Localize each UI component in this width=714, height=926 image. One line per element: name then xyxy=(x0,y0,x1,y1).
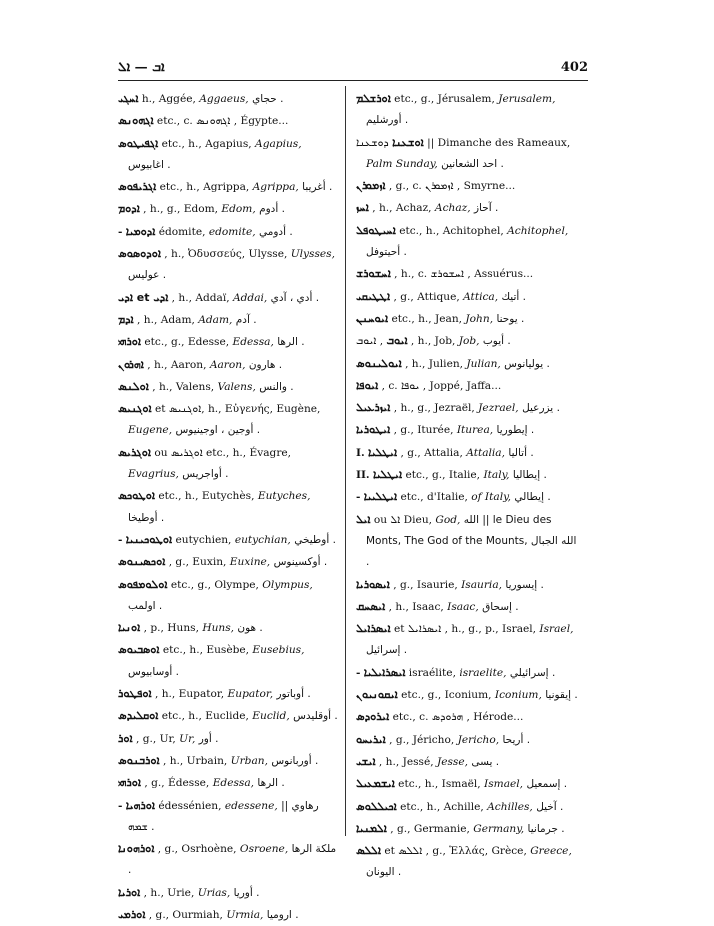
entry-arabic: اولمب . xyxy=(128,599,163,612)
dictionary-entry xyxy=(118,221,340,243)
dictionary-entry xyxy=(118,683,340,705)
entry-headword: ܐܕܝ et ܐܕܝ xyxy=(118,290,169,304)
entry-english: Ismael, xyxy=(484,778,524,791)
entry-arabic: يوحنا . xyxy=(496,312,525,325)
entry-headword: ܐܚܝܛܘܦܠ xyxy=(356,223,396,237)
entry-english: Germany, xyxy=(473,822,525,835)
entry-english: edessene, xyxy=(224,799,278,812)
entry-arabic: أحيتوفل . xyxy=(366,246,407,259)
entry-english: Ur, xyxy=(179,732,196,745)
entry-arabic: أوريا . xyxy=(233,886,260,899)
entry-definition: etc., h., Ismaël, xyxy=(398,778,481,791)
entry-arabic: أوباتور . xyxy=(276,688,311,701)
entry-headword: ܐܕܘܡܝܐ xyxy=(125,224,156,238)
entry-arabic: يزرعيل . xyxy=(522,402,560,415)
entry-headword: ܐܓܪܝܦܘܣ xyxy=(118,180,157,194)
entry-definition: , g., Ur, xyxy=(135,732,176,745)
entry-english: Attica, xyxy=(463,290,499,303)
entry-english: Jezrael, xyxy=(478,402,519,415)
running-head-left: ܐܒ — ܐܠ xyxy=(118,60,165,75)
entry-headword: ܐܘܟܣܝܢܘܣ xyxy=(118,555,166,569)
entry-arabic: اغابيوس . xyxy=(128,158,171,171)
entry-arabic: حجاي . xyxy=(252,93,284,105)
entry-mark: - xyxy=(356,491,361,504)
page-number: 402 xyxy=(560,60,588,75)
dictionary-entry xyxy=(118,287,340,309)
entry-definition: ou ܐܠ Dieu, xyxy=(373,513,433,526)
entry-arabic: إسحاق . xyxy=(482,600,519,613)
dictionary-entry xyxy=(356,442,578,464)
entry-definition: , g., c. ܐܙܡܘܪܢ , Smyrne... xyxy=(388,180,516,193)
entry-arabic: إسمعيل . xyxy=(526,778,568,791)
entry-definition: , g., Osrhoène, xyxy=(157,843,237,856)
entry-english: Urban, xyxy=(230,754,268,767)
entry-definition: , g., Iturée, xyxy=(393,424,454,437)
entry-english: Isauria, xyxy=(461,578,503,591)
entry-arabic: أوطيخي . xyxy=(294,533,336,546)
dictionary-entry xyxy=(118,529,340,551)
entry-arabic: إسرائيلي . xyxy=(509,666,556,679)
entry-headword: ܐܠܠܣ xyxy=(356,844,381,858)
entry-definition: etc., g., Edesse, xyxy=(144,336,230,349)
entry-headword: ܐܝܫܝ xyxy=(356,754,376,768)
entry-definition: , c. ܝܘܦܐ , Joppé, Jaffa... xyxy=(381,379,502,392)
dictionary-entry xyxy=(356,220,578,264)
entry-english: Achitophel, xyxy=(507,224,569,237)
entry-headword: ܐܗܪܘܢ xyxy=(118,357,144,371)
entry-english: Aggaeus, xyxy=(199,93,249,105)
entry-arabic: إيطاليا . xyxy=(512,469,547,482)
entry-definition: , h., Urbain, xyxy=(162,754,228,767)
entry-english: Jerusalem, xyxy=(498,93,556,105)
dictionary-entry xyxy=(356,773,578,795)
entry-english: edomite, xyxy=(208,225,256,238)
right-column xyxy=(356,88,578,884)
entry-english: Greece, xyxy=(530,845,572,858)
entry-english: Osroene, xyxy=(239,843,289,856)
entry-arabic: الرها . xyxy=(277,336,305,349)
entry-definition: etc., h., Agrippa, xyxy=(159,181,250,194)
entry-definition: israélite, xyxy=(408,666,456,679)
dictionary-entry xyxy=(118,243,340,287)
entry-headword: ܐܛܛܝܩܝ xyxy=(356,289,391,303)
entry-definition: , h., Addaï, xyxy=(171,291,230,304)
left-column xyxy=(118,88,340,926)
entry-headword: ܐܚܙ xyxy=(356,201,369,215)
entry-english: Adam, xyxy=(198,313,233,326)
entry-definition: , h., Eupator, xyxy=(154,688,225,701)
dictionary-entry xyxy=(118,354,340,376)
dictionary-entry xyxy=(356,574,578,596)
dictionary-entry xyxy=(118,88,340,110)
entry-arabic: أواجريس . xyxy=(182,468,229,481)
entry-headword: ܐܝܣܚܩ xyxy=(356,599,386,613)
entry-headword: ܐܕܘܡ xyxy=(118,202,140,216)
dictionary-entry xyxy=(356,464,578,486)
entry-definition: etc., h., Achille, xyxy=(400,800,484,813)
dictionary-entry xyxy=(356,419,578,441)
entry-definition: , g., Euxin, xyxy=(168,556,227,569)
entry-english: Urias, xyxy=(197,886,231,899)
dictionary-entry xyxy=(356,509,578,574)
dictionary-entry xyxy=(356,618,578,662)
entry-arabic: إيطالي . xyxy=(514,491,551,504)
entry-definition: , h., Isaac, xyxy=(388,600,444,613)
entry-definition: etc., h., Achitophel, xyxy=(399,224,504,237)
entry-english: Attalia, xyxy=(466,446,505,459)
entry-headword: ܐܝܛܘܪܝܐ xyxy=(356,423,391,437)
entry-headword: ܐܝܙܪܥܝܠ xyxy=(356,401,391,415)
entry-english: Achaz, xyxy=(434,202,471,215)
entry-english: eutychian, xyxy=(234,533,291,546)
dictionary-entry xyxy=(118,551,340,573)
entry-english: Evagrius, xyxy=(128,468,179,481)
entry-english: Israel, xyxy=(539,623,574,636)
entry-arabic: إيسوريا . xyxy=(505,578,544,591)
entry-headword: ܐܘܪܗܝ xyxy=(118,335,142,349)
entry-arabic: أورشليم . xyxy=(366,114,409,127)
dictionary-entry xyxy=(118,198,340,220)
dictionary-entry xyxy=(356,308,578,330)
entry-headword: ܐܝܘܒ xyxy=(386,334,408,348)
entry-headword: ܐܘܠܢܣ xyxy=(118,379,149,393)
entry-arabic: يوليانوس . xyxy=(504,357,550,370)
entry-definition: , g., Attique, xyxy=(393,290,460,303)
entry-headword: ܐܝܛܠܝܐ xyxy=(372,468,403,482)
entry-english: israelite, xyxy=(459,666,507,679)
entry-headword: ܐܘܛܘܟܝܢܝܐ xyxy=(125,532,173,546)
entry-english: Job, xyxy=(458,335,480,348)
entry-definition: , g., Édesse, xyxy=(144,777,210,790)
dictionary-entry xyxy=(356,729,578,751)
entry-arabic: أوربانوس . xyxy=(271,754,319,767)
dictionary-entry xyxy=(118,772,340,794)
dictionary-entry xyxy=(356,375,578,397)
entry-headword: ܐܘܪܫܠܡ xyxy=(356,92,391,105)
entry-definition: et ܐܝܣܪܐܝܠ , h., g., p., Israel, xyxy=(393,623,537,636)
dictionary-entry xyxy=(118,133,340,177)
dictionary-entry xyxy=(356,596,578,618)
entry-arabic: الرها . xyxy=(257,777,285,790)
entry-definition: etc., h., Euclide, xyxy=(161,710,249,723)
dictionary-entry xyxy=(118,705,340,727)
header-rule xyxy=(118,80,588,81)
entry-arabic: أغريبا . xyxy=(302,181,333,194)
dictionary-entry xyxy=(356,175,578,197)
entry-english: Achilles, xyxy=(487,800,533,813)
entry-headword: ܐܠܡܢܝܐ xyxy=(356,821,387,835)
entry-arabic: أتاليا . xyxy=(508,446,534,459)
entry-english: John, xyxy=(465,312,494,325)
dictionary-entry xyxy=(356,796,578,818)
entry-headword: ܐܘܠܘܡܦܘܣ xyxy=(118,577,168,591)
entry-arabic: أوقليدس . xyxy=(293,710,338,723)
entry-english: Palm Sunday, xyxy=(366,157,438,170)
entry-definition: ܕܘܫܥܢܐ || Dimanche des Rameaux, xyxy=(356,136,571,149)
dictionary-entry xyxy=(356,88,578,132)
entry-definition: et ܐܠܠܣ , g., Ἑλλάς, Grèce, xyxy=(384,845,527,858)
entry-arabic: أريحا . xyxy=(502,733,531,746)
entry-english: Edessa, xyxy=(212,777,255,790)
entry-english: Edom, xyxy=(221,203,256,216)
entry-headword: ܐܝܪܘܕܣ xyxy=(356,710,390,724)
entry-arabic: الله || le Dieu des Monts, The God of the Mounts, الله الجبال . xyxy=(366,513,577,569)
entry-english: Eupator, xyxy=(227,688,274,701)
entry-definition: , h., Aaron, xyxy=(147,358,207,371)
dictionary-entry xyxy=(118,398,340,442)
entry-english: Isaac, xyxy=(447,600,479,613)
entry-arabic: أدي ، آدي . xyxy=(270,291,320,304)
dictionary-entry xyxy=(356,706,578,728)
entry-definition: édomite, xyxy=(158,225,206,238)
entry-mark: - xyxy=(118,533,123,546)
entry-headword: ܐܝܘܠܝܢܘܣ xyxy=(356,356,402,370)
entry-definition: , ܐܝܘܒ , h., Job, xyxy=(356,335,456,348)
entry-definition: h., Aggée, xyxy=(141,93,196,105)
entry-english: Iconium, xyxy=(494,689,542,702)
entry-headword: ܐܓܗܘܢܣ xyxy=(118,114,154,128)
entry-definition: édessénien, xyxy=(158,799,222,812)
entry-arabic: يسى . xyxy=(471,755,500,768)
entry-mark: I. xyxy=(356,446,365,459)
entry-english: Agrippa, xyxy=(252,181,299,194)
entry-headword: ܐܝܫܡܥܝܠ xyxy=(356,777,395,791)
entry-headword: ܐܘܫܥܢܐ xyxy=(392,135,424,149)
entry-headword: ܐܝܪܝܚܘ xyxy=(356,732,386,746)
entry-arabic: هارون . xyxy=(248,358,283,371)
dictionary-entry xyxy=(118,639,340,683)
dictionary-entry xyxy=(118,309,340,331)
entry-headword: ܐܘܪܗܝܐ xyxy=(125,798,155,812)
entry-mark: - xyxy=(356,666,361,679)
entry-definition: etc., c. ܗܪܘܕܣ , Hérode... xyxy=(392,711,524,724)
entry-definition: , g., Jéricho, xyxy=(389,733,455,746)
entry-definition: etc., g., Olympe, xyxy=(170,578,259,591)
dictionary-entry xyxy=(118,795,340,839)
dictionary-entry xyxy=(356,197,578,219)
entry-headword: ܐܝܛܠܝܐ xyxy=(368,445,398,459)
dictionary-entry xyxy=(118,882,340,904)
entry-definition: etc., h., Eusèbe, xyxy=(162,644,250,657)
dictionary-entry xyxy=(356,263,578,285)
dictionary-entry xyxy=(118,574,340,618)
entry-arabic: ملكة الرها . xyxy=(128,843,337,877)
dictionary-entry xyxy=(118,750,340,772)
dictionary-entry xyxy=(118,617,340,639)
entry-mark: II. xyxy=(356,469,370,482)
entry-headword: ܐܝܣܪܐܝܠܝܐ xyxy=(363,665,406,679)
entry-arabic: آحاز . xyxy=(473,202,499,215)
entry-headword: ܐܘܩܠܝܕܣ xyxy=(118,709,159,723)
dictionary-entry xyxy=(356,397,578,419)
entry-headword: ܐܘܕܘܣܘܣ xyxy=(118,247,161,261)
dictionary-entry xyxy=(356,330,578,352)
entry-headword: ܐܘܪܗܝ xyxy=(118,776,142,790)
entry-headword: ܐܘܪܝܐ xyxy=(118,885,141,899)
entry-headword: ܐܘܦܛܘܪ xyxy=(118,687,152,701)
entry-definition: , g., Germanie, xyxy=(390,822,470,835)
dictionary-entry xyxy=(356,286,578,308)
entry-english: Addai, xyxy=(233,291,268,304)
dictionary-entry xyxy=(118,376,340,398)
entry-headword: ܐܚܫܘܪܫ xyxy=(356,267,391,281)
entry-headword: ܐܓܦܝܛܘܣ xyxy=(118,136,159,150)
entry-arabic: أدومي . xyxy=(258,225,293,238)
entry-arabic: إسرائيل . xyxy=(366,644,408,657)
dictionary-entry xyxy=(118,904,340,926)
entry-english: Huns, xyxy=(202,622,235,635)
dictionary-entry xyxy=(356,132,578,176)
entry-english: Eusebius, xyxy=(252,644,305,657)
entry-english: Aaron, xyxy=(209,358,246,371)
dictionary-entry xyxy=(356,818,578,840)
entry-headword: ܐܝܣܘܪܝܐ xyxy=(356,577,390,591)
dictionary-entry xyxy=(356,840,578,884)
dictionary-entry xyxy=(356,662,578,684)
entry-definition: etc., h., Agapius, xyxy=(161,137,252,150)
entry-arabic: أوكسينوس . xyxy=(273,556,328,569)
column-divider xyxy=(345,86,346,836)
entry-definition: etc., c. ܐܓܗܘܢܣ , Égypte... xyxy=(156,115,289,128)
entry-definition: , h., Adam, xyxy=(137,313,195,326)
entry-headword: ܐܚܓܝ xyxy=(118,92,139,105)
dictionary-entry xyxy=(118,728,340,750)
entry-headword: ܐܝܘܚܢܢ xyxy=(356,311,389,325)
dictionary-entry xyxy=(118,838,340,882)
entry-english: Jericho, xyxy=(457,733,500,746)
entry-definition: etc., g., Jérusalem, xyxy=(394,93,495,105)
entry-english: of Italy, xyxy=(471,491,512,504)
entry-definition: etc., g., Italie, xyxy=(405,469,481,482)
entry-arabic: أتيك . xyxy=(501,290,526,303)
entry-arabic: أور . xyxy=(198,732,219,745)
dictionary-entry xyxy=(356,684,578,706)
entry-headword: ܐܕܡ xyxy=(118,312,134,326)
entry-definition: , g., Isaurie, xyxy=(393,578,458,591)
dictionary-entry xyxy=(118,176,340,198)
entry-headword: ܐܘܪܡܝ xyxy=(118,907,146,921)
dictionary-entry xyxy=(118,110,340,132)
entry-headword: ܐܘܢܝܐ xyxy=(118,621,141,635)
entry-arabic: أوجين ، اوجينيوس . xyxy=(175,424,261,437)
entry-headword: ܐܟܝܠܠܘܣ xyxy=(356,799,397,813)
entry-english: Iturea, xyxy=(456,424,494,437)
entry-headword: ܐܝܠ xyxy=(356,512,371,526)
dictionary-entry xyxy=(356,751,578,773)
entry-definition: , h., Jessé, xyxy=(378,755,434,768)
entry-arabic: آدم . xyxy=(235,313,257,326)
entry-headword: ܐܙܡܘܪܢ xyxy=(356,179,386,193)
entry-english: Julian, xyxy=(466,357,501,370)
entry-definition: , h., g., Jezraël, xyxy=(393,402,475,415)
entry-arabic: آخيل . xyxy=(536,800,564,813)
entry-english: Olympus, xyxy=(262,578,313,591)
entry-headword: ܐܝܘܦܐ xyxy=(356,378,379,392)
entry-headword: ܐܘܛܘܟܣ xyxy=(118,489,155,503)
entry-arabic: احد الشعانين . xyxy=(441,157,504,170)
entry-arabic: اليونان . xyxy=(366,866,402,879)
entry-arabic: أوسابيوس . xyxy=(128,665,180,678)
entry-english: Ulysses, xyxy=(290,248,335,261)
entry-english: Edessa, xyxy=(232,336,274,349)
entry-arabic: إيطوريا . xyxy=(496,424,535,437)
entry-english: Urmia, xyxy=(226,908,264,921)
entry-english: Italy, xyxy=(483,469,510,482)
entry-definition: , h., c. ܐܚܫܘܪܫ , Assuérus... xyxy=(394,268,534,281)
entry-english: Euxine, xyxy=(229,556,271,569)
entry-definition: , g., Ourmiah, xyxy=(148,908,223,921)
entry-definition: , h., Julien, xyxy=(405,357,464,370)
entry-definition: , h., Valens, xyxy=(152,380,215,393)
entry-headword: ܐܘܣܒܝܘܣ xyxy=(118,643,160,657)
entry-arabic: أوطيخا . xyxy=(128,511,165,524)
entry-arabic: هون . xyxy=(237,622,263,635)
entry-headword: ܐܝܩܘܢܝܘܢ xyxy=(356,688,398,702)
entry-english: Valens, xyxy=(217,380,256,393)
entry-headword: ܐܘܪܗܘܢܐ xyxy=(118,842,155,856)
entry-definition: , h., Ὀδυσσεύς, Ulysse, xyxy=(164,248,288,261)
entry-arabic: أيوب . xyxy=(482,335,511,348)
entry-definition: etc., h., Eutychès, xyxy=(158,490,255,503)
entry-english: Eutyches, xyxy=(257,490,311,503)
entry-english: Agapius, xyxy=(255,137,302,150)
entry-headword: ܐܘܓܪܝܣ xyxy=(118,445,151,459)
entry-english: God, xyxy=(435,513,461,526)
entry-headword: ܐܘܪ xyxy=(118,731,133,745)
entry-headword: ܐܝܛܠܝܝܐ xyxy=(363,490,398,504)
entry-headword: ܐܝܣܪܐܝܠ xyxy=(356,622,391,636)
entry-arabic: عوليس . xyxy=(128,269,167,282)
entry-headword: ܐܘܓܢܝܣ xyxy=(118,402,152,416)
entry-headword: ܐܘܪܒܢܘܣ xyxy=(118,753,160,767)
entry-arabic: والنس . xyxy=(259,380,294,393)
entry-english: Jesse, xyxy=(436,755,469,768)
entry-definition: , p., Huns, xyxy=(143,622,199,635)
entry-definition: , h., g., Edom, xyxy=(143,203,219,216)
entry-definition: , g., Attalia, xyxy=(400,446,463,459)
entry-definition: , h., Urie, xyxy=(143,886,195,899)
entry-definition: ou ܐܘܓܪܝܣ etc., h., Évagre, xyxy=(154,446,292,459)
entry-mark: - xyxy=(118,799,123,812)
dictionary-entry xyxy=(118,442,340,486)
dictionary-entry xyxy=(118,485,340,529)
entry-definition: eutychien, xyxy=(175,533,232,546)
entry-mark: - xyxy=(118,225,123,238)
entry-english: Euclid, xyxy=(252,710,290,723)
dictionary-entry xyxy=(118,331,340,353)
entry-arabic: رهاوي || ܫܡܗ . xyxy=(128,799,319,833)
entry-arabic: جرمانيا . xyxy=(527,822,565,835)
entry-definition: et ܐܘܓܢܝܣ, h., Εὐγενής, Eugène, xyxy=(154,403,321,416)
dictionary-entry xyxy=(356,486,578,508)
entry-arabic: اروميا . xyxy=(266,908,299,921)
dictionary-entry xyxy=(356,353,578,375)
entry-definition: etc., d'Italie, xyxy=(400,491,468,504)
entry-definition: etc., g., Iconium, xyxy=(401,689,492,702)
running-head xyxy=(118,58,588,80)
entry-definition: etc., h., Jean, xyxy=(391,312,463,325)
entry-english: Eugene, xyxy=(128,424,173,437)
entry-definition: , h., Achaz, xyxy=(372,202,432,215)
entry-arabic: أدوم . xyxy=(259,203,285,216)
entry-arabic: إيقونيا . xyxy=(545,689,578,702)
